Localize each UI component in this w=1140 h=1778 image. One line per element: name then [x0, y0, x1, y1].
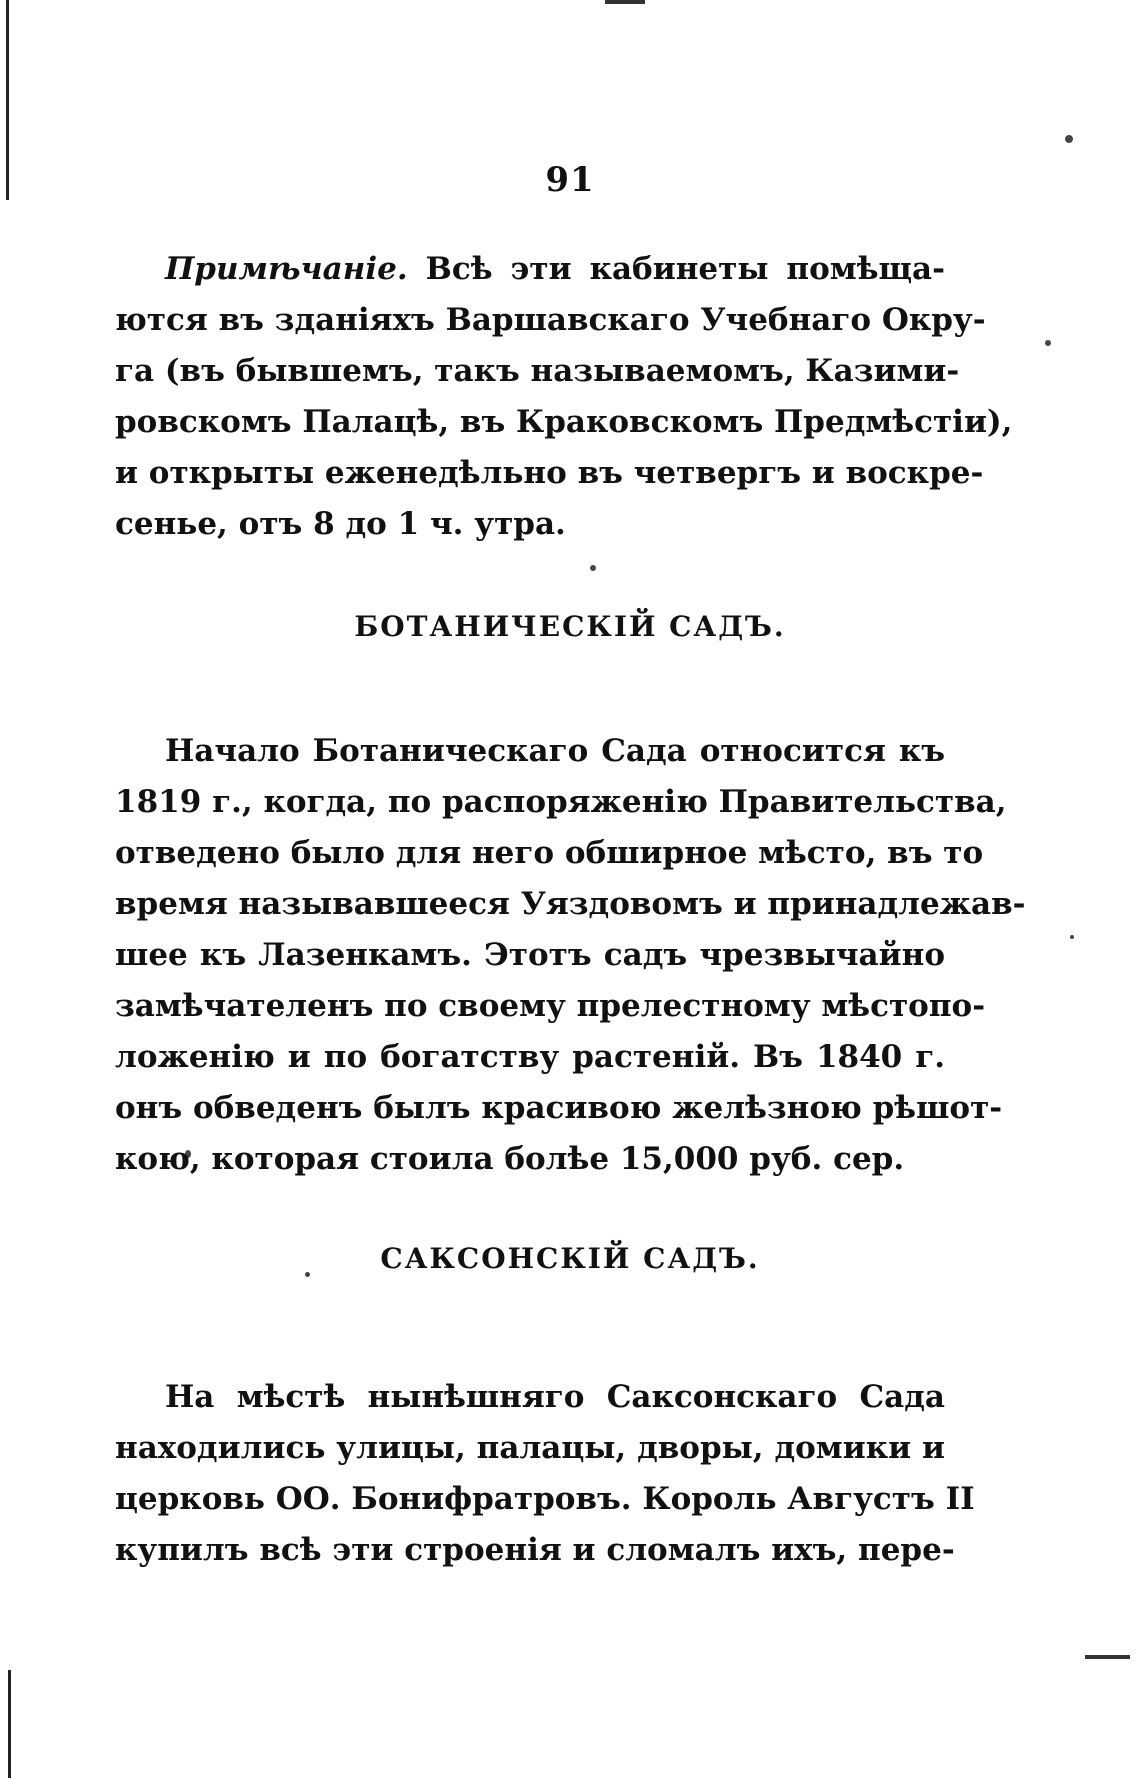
- scan-speck: [1065, 135, 1073, 143]
- text-line: время называвшееся Уяздовомъ и принадлежав-: [115, 886, 1026, 922]
- text-line: находились улицы, палацы, дворы, домики и: [115, 1430, 945, 1466]
- text-line: На мѣстѣ нынѣшняго Саксонскаго Сада: [165, 1379, 945, 1415]
- text-line: отведено было для него обширное мѣсто, въ то: [115, 835, 984, 871]
- text-line: Начало Ботаническаго Сада относится къ: [165, 733, 945, 769]
- text-line: ровскомъ Палацѣ, въ Краковскомъ Предмѣстіи),: [115, 404, 1013, 440]
- text-line: кою, которая стоила болѣе 15,000 руб. сер.: [115, 1141, 905, 1177]
- text-line: 1819 г., когда, по распоряженію Правительства,: [115, 784, 1007, 820]
- section-heading-botanical: БОТАНИЧЕСКІЙ САДЪ.: [354, 610, 786, 643]
- scan-edge-mark: [1085, 1655, 1130, 1659]
- text-line: онъ обведенъ былъ красивою желѣзною рѣшот-: [115, 1090, 1003, 1126]
- scan-edge-mark: [605, 0, 645, 4]
- text-line: и открыты еженедѣльно въ четвергъ и воскре-: [115, 455, 984, 491]
- note-first-line: [115, 244, 945, 295]
- scan-speck: [1070, 935, 1074, 939]
- text-line: га (въ бывшемъ, такъ называемомъ, Казими-: [115, 353, 960, 389]
- text-line: ются въ зданіяхъ Варшавскаго Учебнаго Окру-: [115, 302, 986, 338]
- scan-edge-mark: [8, 1670, 11, 1778]
- text-line: шее къ Лазенкамъ. Этотъ садъ чрезвычайно: [115, 937, 945, 973]
- text-line: ложенію и по богатству растеній. Въ 1840 г.: [115, 1039, 945, 1075]
- scan-speck: [1045, 340, 1051, 346]
- section-heading-saxon: САКСОНСКІЙ САДЪ.: [380, 1242, 760, 1275]
- text-line: Всѣ эти кабинеты помѣща-: [425, 251, 945, 287]
- text-line: замѣчателенъ по своему прелестному мѣстопо-: [115, 988, 986, 1024]
- botanical-paragraph: [115, 726, 1026, 1185]
- page-number: 91: [545, 160, 595, 200]
- note-label: Примѣчаніе.: [165, 251, 408, 287]
- scan-speck: [590, 565, 596, 571]
- text-line: церковь ОО. Бонифратровъ. Король Августъ II: [115, 1481, 975, 1517]
- saxon-paragraph: [115, 1372, 975, 1576]
- text-line: сенье, отъ 8 до 1 ч. утра.: [115, 506, 566, 542]
- text-line: купилъ всѣ эти строенія и сломалъ ихъ, пере-: [115, 1532, 955, 1568]
- note-paragraph: [115, 244, 1013, 550]
